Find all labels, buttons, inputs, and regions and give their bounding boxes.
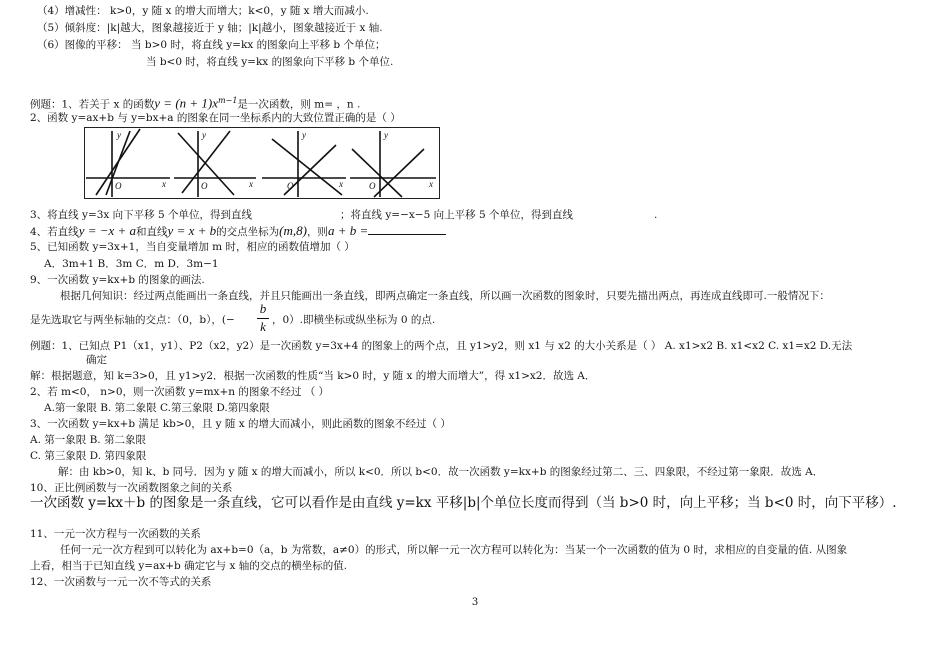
function-line [374, 149, 424, 197]
graph-b [174, 131, 256, 197]
math-expression: (m,8) [279, 223, 307, 238]
text-line: 根据几何知识：经过两点能画出一条直线，并且只能画出一条直线，即两点确定一条直线，所以画一次函数的图象时，只要先描出两点，再连成直线即可.一般情况下： [60, 290, 830, 302]
text-segment: 和直线 [136, 226, 168, 238]
text-segment: 4、若直线 [30, 226, 79, 238]
text-line: A.第一象限 B. 第二象限 C.第三象限 D.第四象限 [44, 402, 270, 414]
text-line: 解：根据题意，知 k=3>0，且 y1>y2．根据一次函数的性质“当 k>0 时，y 随 x 的增大而增大”，得 x1>x2．故选 A． [30, 370, 596, 382]
text-line: 例题：1、已知点 P1（x1，y1）、P2（x2，y2）是一次函数 y=3x+4 的图象上的两个点，且 y1>y2，则 x1 与 x2 的大小关系是（ ） A. x1>x2 B. x1<x2 C. x1=x2 D.无法 [30, 340, 853, 352]
x-axis-label: x [162, 179, 166, 189]
origin-label: O [287, 181, 294, 191]
text-line: A. 第一象限 B. 第二象限 [30, 434, 146, 446]
text-line: . [654, 209, 658, 221]
graph-a [86, 129, 170, 197]
text-line: 一次函数 y=kx＋b 的图象是一条直线，它可以看作是由直线 y=kx 平移|b|个单位长度而得到（当 b>0 时，向上平移；当 b<0 时，向下平移）. [30, 495, 897, 511]
x-axis-label: x [429, 179, 433, 189]
text-line: （4）增减性： k>0，y 随 x 的增大而增大；k<0，y 随 x 增大而减小. [37, 5, 369, 17]
fraction-denominator: k [260, 319, 266, 334]
math-exponent: m−1 [218, 96, 238, 105]
text-line: ，0）.即横坐标或纵坐标为 0 的点. [272, 314, 436, 326]
text-line: C. 第三象限 D. 第四象限 [30, 450, 147, 462]
function-graphs-figure [84, 127, 440, 199]
text-segment: ，则 [306, 226, 328, 238]
section-heading: 12、一次函数与一元一次不等式的关系 [30, 576, 212, 588]
section-heading: 11、一元一次方程与一次函数的关系 [30, 528, 201, 540]
math-expression: y = −x + a [78, 223, 137, 238]
y-axis-label: y [202, 130, 206, 140]
text-line: （5）倾斜度：|k|越大，图象越接近于 y 轴；|k|越小，图象越接近于 x 轴. [37, 22, 383, 34]
text-line: 任何一元一次方程到可以转化为 ax+b=0（a，b 为常数，a≠0）的形式，所以解一元一次方程可以转化为：当某一个一次函数的值为 0 时，求相应的自变量的值. 从图象 [60, 544, 848, 556]
text-line: 当 b<0 时，将直线 y=kx 的图象向下平移 b 个单位. [146, 56, 394, 68]
origin-label: O [369, 181, 376, 191]
graph-c [262, 131, 346, 197]
text-segment: 是一次函数，则 m= ，n . [237, 98, 361, 111]
text-line: 5、已知函数 y=3x+1，当自变量增加 m 时，相应的函数值增加（ ） [30, 241, 355, 253]
text-line: 3、一次函数 y=kx+b 满足 kb>0，且 y 随 x 的增大而减小，则此函数的图象不经过（ ） [30, 418, 451, 430]
text-line: 2、若 m<0， n>0，则一次函数 y=mx+n 的图象不经过 （ ） [30, 386, 330, 398]
text-segment: 3、将直线 y=3x 向下平移 5 个单位，得到直线 [30, 209, 253, 221]
text-line: （6）图像的平移： 当 b>0 时，将直线 y=kx 的图象向上平移 b 个单位； [37, 39, 386, 51]
text-line: 解：由 kb>0，知 k、b 同号．因为 y 随 x 的增大而减小，所以 k<0．所以 b<0．故一次函数 y=kx+b 的图象经过第二、三、四象限，不经过第一象限．故选 A． [58, 466, 824, 478]
x-axis-label: x [249, 179, 253, 189]
answer-blank [368, 224, 446, 235]
y-axis-label: y [302, 130, 306, 140]
math-expression: a + b = [327, 223, 369, 238]
text-line [30, 208, 252, 222]
y-axis-label: y [117, 130, 121, 140]
page-number: 3 [471, 597, 479, 608]
text-line [30, 224, 446, 239]
graph-d [350, 131, 436, 197]
text-line: 确定 [86, 354, 107, 366]
math-expression: y = (n + 1)x [154, 95, 219, 111]
section-heading: 10、正比例函数与一次函数图象之间的关系 [30, 482, 233, 494]
y-axis-label: y [384, 130, 388, 140]
fraction-numerator: b [259, 301, 267, 316]
text-line: 是先选取它与两坐标轴的交点：（0，b），(− [30, 314, 235, 326]
text-line: 2、函数 y=ax+b 与 y=bx+a 的图象在同一坐标系内的大致位置正确的是（ ） [30, 112, 401, 124]
example-line [30, 94, 360, 112]
graphs-svg [84, 127, 440, 199]
origin-label: O [115, 181, 122, 191]
origin-label: O [201, 181, 208, 191]
text-line: 9、一次函数 y=kx+b 的图象的画法. [30, 274, 205, 286]
text-segment: 例题：1、若关于 x 的函数 [30, 98, 155, 111]
text-line: 上看，相当于已知直线 y=ax+b 确定它与 x 轴的交点的横坐标的值. [30, 560, 348, 572]
x-axis-label: x [339, 179, 343, 189]
text-line: A．3m+1 B．3m C．m D．3m−1 [44, 258, 219, 270]
function-line [352, 149, 402, 197]
text-line: ；将直线 y=−x−5 向上平移 5 个单位，得到直线 [340, 209, 573, 221]
text-segment: 的交点坐标为 [216, 226, 280, 238]
function-line [272, 139, 342, 195]
math-expression: y = x + b [167, 223, 217, 238]
